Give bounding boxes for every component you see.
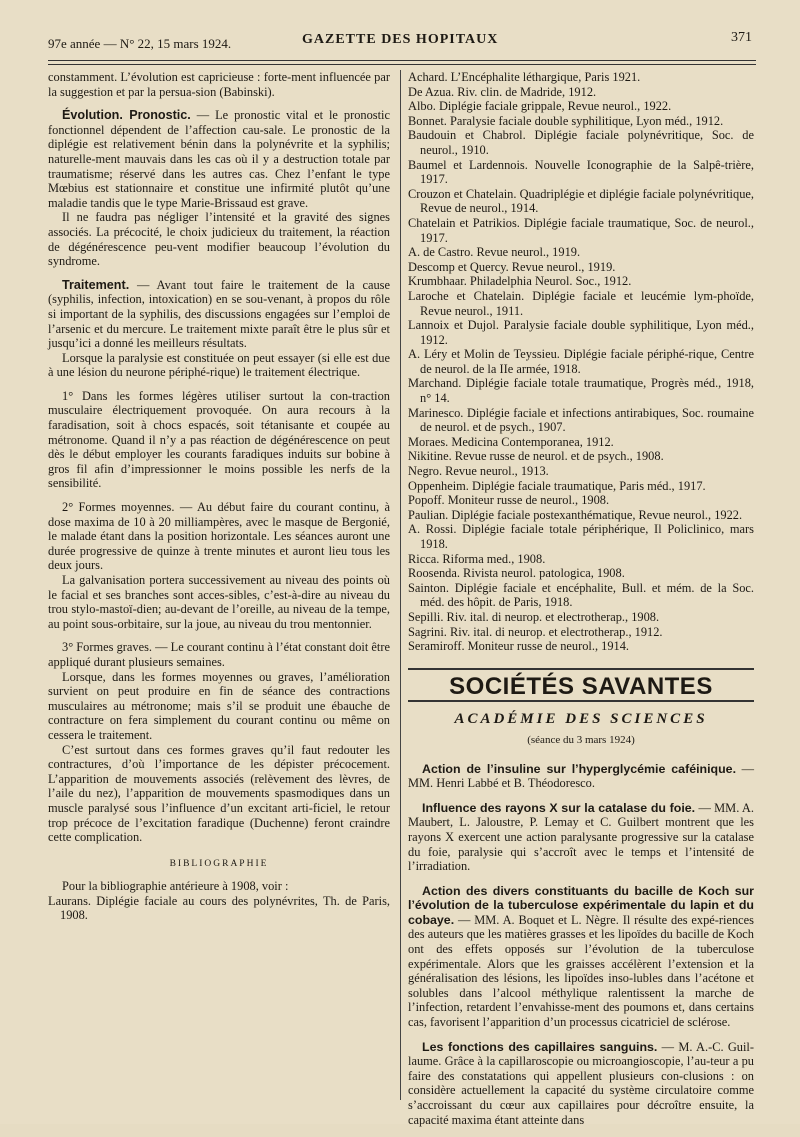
paragraph-text: — Le pronostic vital et le pronostic fonctionnel dépendent de l’affection cau-sale. Le pronostic de la diplégie est relativement bénin dans la polynévrite et la syphilis; naturelle-ment mauvais dans les cas où il y a destruction totale par traumatisme; réservé dans les autres cas. Chez l’enfant le type Mœbius est stationnaire et constitue une infirmité plutôt qu’une maladie tandis que le type Marie-Brissaud est grave.	[48, 108, 390, 210]
communication-title: Action de l’insuline sur l’hyperglycémie caféinique.	[422, 761, 737, 776]
communication-title: Les fonctions des capillaires sanguins.	[422, 1039, 658, 1054]
bibliography-entry: Marchand. Diplégie faciale totale traumatique, Progrès méd., 1918, n° 14.	[408, 376, 754, 406]
paragraph-formes-moyennes	[48, 500, 390, 573]
bibliography-entry: Sagrini. Riv. ital. di neurop. et electrotherap., 1912.	[408, 624, 663, 639]
header-rule	[48, 60, 756, 61]
communication-text: — MM. Henri Labbé et B. Théodoresco.	[408, 761, 754, 791]
header-rule-2	[48, 64, 756, 65]
paragraph-text: — Avant tout faire le traitement de la cause (syphilis, infection, intoxication) en se sou-venant, à propos du rôle si important de la syphilis, des discussions engagées sur l’emploi de l’arsenic et du mercure. Le traitement mixte paraît être le plus sûr et jusqu’ici a donné les meilleurs résultats.	[48, 277, 390, 351]
communication-title: Action des divers constituants du bacille de Koch sur l’évolution de la tuberculose expérimentale du lapin et du cobaye.	[408, 883, 754, 927]
paragraph-formes-graves	[48, 640, 390, 669]
page-number: 371	[731, 30, 752, 45]
paragraph-text: surtout la con-traction musculaire électriquement provoquée. On aura recours à la faradisation, soit à chocs espacés, soit tétanisante et coupée au métronome. Quand il n’y a pas réaction de dégénérescence on peut dès le début employer les courants faradiques induits sur bobine à gros fil afin d’impressionner le moins possible les nerfs de la sensibilité.	[48, 388, 390, 491]
bibliography-entry: Crouzon et Chatelain. Quadriplégie et diplégie faciale polynévritique, Revue de neurol., 1914.	[408, 186, 754, 216]
bibliography-entry: Nikitine. Revue russe de neurol. et de psych., 1908.	[408, 449, 664, 464]
academie-heading: ACADÉMIE DES SCIENCES	[454, 711, 708, 728]
bibliography-entry: Chatelain et Patrikios. Diplégie faciale traumatique, Soc. de neurol., 1917.	[408, 215, 754, 245]
paragraph: Lorsque, dans les formes moyennes ou graves, l’amélioration survient on peut produire en fin de séance des contractions musculaires au métronome; mais s’il se produit une ébauche de contracture on fera simplement du courant continu ou même on cessera le traitement.	[48, 669, 390, 742]
academy-entries	[408, 762, 754, 1128]
bibliography-heading: BIBLIOGRAPHIE	[169, 858, 269, 869]
bibliography-entry: Baudouin et Chabrol. Diplégie faciale polynévritique, Soc. de neurol., 1910.	[408, 128, 754, 157]
section-rule	[408, 668, 754, 670]
issue-info: 97e année — N° 22, 15 mars 1924.	[48, 36, 232, 51]
paragraph-text: — Le courant continu à l’état constant doit être appliqué durant plusieurs semaines.	[48, 640, 391, 669]
bibliography-entry: Ricca. Riforma med., 1908.	[408, 551, 546, 566]
subsection-lead: 3° Formes graves.	[62, 640, 153, 655]
paragraph: Lorsque la paralysie est constituée on peut essayer (si elle est due à une lésion du neurone périphé-rique) le traitement électrique.	[48, 350, 390, 380]
left-column	[48, 70, 390, 923]
bibliography-entry: A. Léry et Molin de Teyssieu. Diplégie faciale périphé-rique, Centre de neurol. de la IIe armée, 1918.	[408, 347, 754, 376]
bibliography-entry: Laurans. Diplégie faciale au cours des polynévrites, Th. de Paris, 1908.	[48, 893, 390, 923]
paragraph-traitement	[48, 278, 390, 351]
academy-communication	[408, 762, 754, 791]
paragraph: La galvanisation portera successivement au niveau des points où le facial et ses branches sont acces-sibles, c’est-à-dire au niveau du trou stylo-mastoï-dien; au-devant de l’oreille, au niveau de la tempe, au point sous-orbitaire, sur la joue, au niveau du trou mentonnier.	[48, 573, 390, 631]
bibliography-entry: Sepilli. Riv. ital. di neurop. et electrotherap., 1908.	[408, 609, 660, 624]
paragraph-evolution	[48, 108, 390, 210]
bibliography-entry: Oppenheim. Diplégie faciale traumatique, Paris méd., 1917.	[408, 478, 706, 493]
bibliography-entry: Seramiroff. Moniteur russe de neurol., 1914.	[408, 639, 630, 654]
bibliography-entry: Bonnet. Paralysie faciale double syphilitique, Lyon méd., 1912.	[408, 113, 724, 128]
column-divider	[400, 70, 401, 1100]
bibliography-entry: De Azua. Riv. clin. de Madride, 1912.	[408, 84, 597, 99]
bibliography-entry: Lannoix et Dujol. Paralysie faciale double syphilitique, Lyon méd., 1912.	[408, 318, 754, 347]
bibliography-entry: Paulian. Diplégie faciale postexanthématique, Revue neurol., 1922.	[408, 507, 743, 522]
communication-text: — MM. A. Boquet et L. Nègre. Il résulte des expé-riences des auteurs que les matières grasses et les lipoïdes du bacille de Koch ont des effets opposés sur l’évolution de la tuberculose expérimentale. Alors que les graisses accélèrent l’extension et la généralisation des lésions, les lipoïdes inso-lubles dans l’acétone et solubles dans l’alcool méthylique ralentissent la marche de l’infection, retardent l’envahisse-ment des poumons et, dans certains cas, favorisent l’apparition d’un processus cicatriciel de sclérose.	[408, 912, 754, 1030]
bibliography-entry: Roosenda. Rivista neurol. patologica, 1908.	[408, 566, 625, 581]
bibliography-entry: Achard. L’Encéphalite léthargique, Paris 1921.	[408, 70, 641, 84]
paragraph-text: — Au début faire du courant continu, à dose maxima de 10 à 20 milliampères, avec le masque de Bergonié, le malade étant dans la position horizontale. Les séances auront une durée progressive de quinze à trente minutes et auront lieu tous les deux jours.	[48, 500, 390, 573]
bibliography-entry: Negro. Revue neurol., 1913.	[408, 464, 549, 479]
academy-communication	[408, 801, 754, 874]
journal-title: GAZETTE DES HOPITAUX	[302, 32, 499, 47]
seance-date: (séance du 3 mars 1924)	[527, 733, 635, 746]
running-header	[42, 30, 760, 56]
subsection-lead: 1° Dans les formes légères utiliser	[62, 388, 261, 403]
academy-communication	[408, 884, 754, 1030]
paragraph-formes-legeres	[48, 389, 390, 491]
right-column	[408, 70, 754, 1137]
bibliography-entry: Descomp et Quercy. Revue neurol., 1919.	[408, 259, 616, 274]
communication-text: — MM. A. Maubert, L. Jaloustre, P. Lemay et C. Guilbert montrent que les rayons X exercent une action paralysante progressive sur la catalase du foie, paralysie qui s’accroît avec le temps et l’intensité de l’irradiation.	[408, 800, 754, 874]
subsection-lead: 2° Formes moyennes.	[62, 500, 175, 515]
bibliography-entry: Moraes. Medicina Contemporanea, 1912.	[408, 434, 614, 449]
paragraph: Il ne faudra pas négliger l’intensité et la gravité des signes associés. La précocité, le choix judicieux du traitement, la réaction de dégénérescence peu-vent modifier beaucoup l’évolution du syndrome.	[48, 210, 390, 269]
bibliography-entry: Sainton. Diplégie faciale et encéphalite, Bull. et mém. de la Soc. méd. des hôpit. de Paris, 1918.	[408, 580, 754, 610]
bibliography-intro: Pour la bibliographie antérieure à 1908, voir :	[62, 879, 289, 894]
bibliography-entry: Laroche et Chatelain. Diplégie faciale et leucémie lym-phoïde, Revue neurol., 1911.	[408, 288, 754, 318]
paragraph: C’est surtout dans ces formes graves qu’il faut redouter les contractures, d’où l’importance de les dépister précocement. L’apparition de mouvements associés (relèvement des lèvres, de l’aile du nez), l’apparition de mouvements spasmodiques dans un muscle paralysé sous l’influence d’un excitant arti-ficiel, le retour trop précoce de l’excitation faradique (Duchenne) feront craindre cette complication.	[48, 742, 390, 845]
communication-text: — M. A.-C. Guil-laume. Grâce à la capillaroscopie ou microangioscopie, l’au-teur a pu faire des constatations qui appellent plusieurs con-clusions : on considère actuellement la capacité du système circulatoire comme s’accroissant du cœur aux capillaires pour décroître ensuite, la capacité maxima étant atteinte dans	[408, 1039, 754, 1127]
bibliography-entry: A. Rossi. Diplégie faciale totale périphérique, Il Policlinico, mars 1918.	[408, 522, 754, 551]
section-heading: Évolution. Pronostic.	[62, 108, 191, 123]
section-heading: Traitement.	[62, 277, 130, 292]
societes-savantes-title: SOCIÉTÉS SAVANTES	[449, 672, 713, 700]
bibliography-entry: Popoff. Moniteur russe de neurol., 1908.	[408, 493, 610, 508]
bibliography-list	[408, 70, 754, 654]
communication-title: Influence des rayons X sur la catalase du foie.	[422, 800, 696, 815]
paragraph: constamment. L’évolution est capricieuse : forte-ment influencée par la suggestion et par la persua-sion (Babinski).	[48, 70, 390, 99]
bibliography-entry: Krumbhaar. Philadelphia Neurol. Soc., 1912.	[408, 274, 632, 289]
bibliography-entry: Baumel et Lardennois. Nouvelle Iconographie de la Salpê-trière, 1917.	[408, 157, 754, 187]
bibliography-entry: A. de Castro. Revue neurol., 1919.	[408, 245, 581, 260]
bibliography-entry: Marinesco. Diplégie faciale et infections antirabiques, Soc. roumaine de neurol. et de psych., 1907.	[408, 405, 754, 435]
bibliography-entry: Albo. Diplégie faciale grippale, Revue neurol., 1922.	[408, 99, 672, 114]
section-rule	[408, 700, 754, 702]
academy-communication	[408, 1040, 754, 1128]
